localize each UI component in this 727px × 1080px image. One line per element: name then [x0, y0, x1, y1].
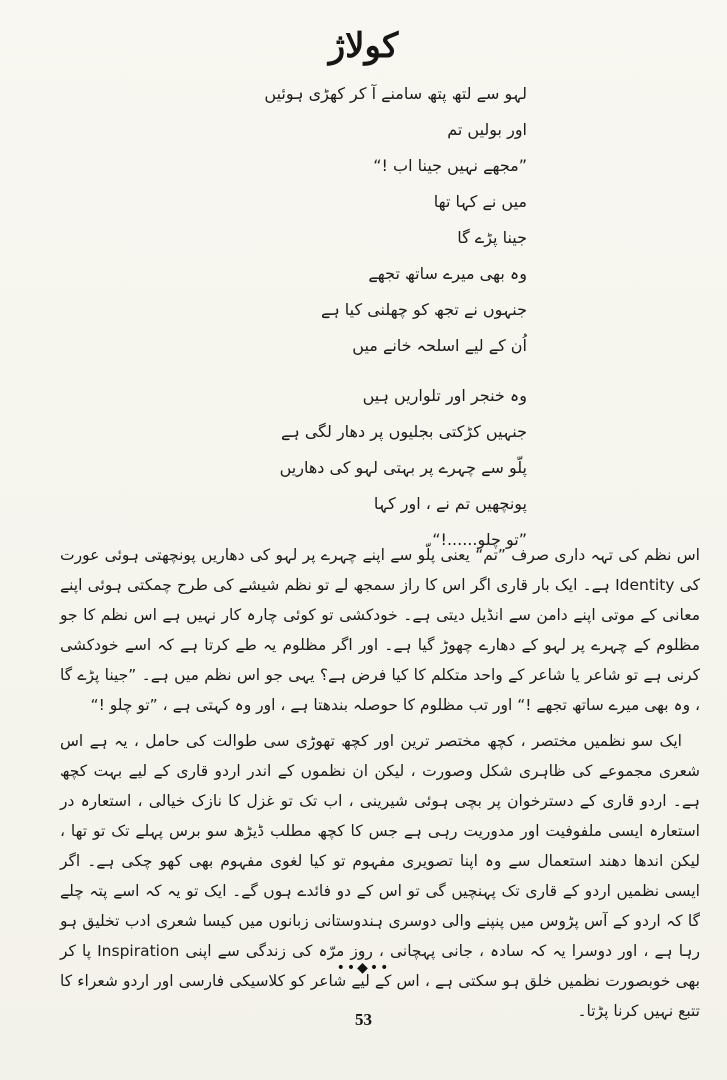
poem-line: اُن کے لیے اسلحہ خانے میں: [352, 336, 527, 355]
prose-paragraph: اس نظم کی تہہ داری صرف ”تم“ یعنی پلّو سے اپنے چہرے پر لہو کی دھاریں پونچھتی ہوئی عورت کی Identity ہے۔ ایک بار قاری اگر اس کا راز سمجھ لے تو نظم شیشے کی طرح چمکتی ہوئی اپنے معانی کے موتی اپنے دامن سے انڈیل دیتی ہے۔ خودکشی تو کوئی چارہ کار نہیں ہے اس نظم کا جو مظلوم کے چہرے پر لہو کے دھارے چھوڑ گیا ہے۔ اور اگر مظلوم یہ طے کرتا ہے کہ اسے خودکشی کرنی ہے تو شاعر یا شاعر کے واحد متکلم کا کیا فرض ہے؟ یہی جو اس نظم میں ہے۔ ”جینا پڑے گا ، وہ بھی میرے ساتھ تجھے !“ اور تب مظلوم کا حوصلہ بندھتا ہے ، اور وہ کہتی ہے ، ”تو چلو !“: [60, 546, 700, 714]
prose-paragraph: ایک سو نظمیں مختصر ، کچھ مختصر ترین اور کچھ تھوڑی سی طوالت کی حامل ، یہ ہے اس شعری مجموعے کی ظاہری شکل وصورت ، لیکن ان نظموں کے اندر اردو قاری کے لیے بہت کچھ ہے۔ اردو قاری کے دسترخوان پر بچی ہوئی شیرینی ، اب تک تو غزل کا نازک خیالی ، استعارہ در استعارہ ایسی ملفوفیت اور مدوریت رہی ہے جس کا کچھ مطلب ڈیڑھ سو برس پہلے تک تو تھا ، لیکن اندھا دھند استعمال سے وہ اپنا تصویری مفہوم تو کیا لغوی مفہوم بھی کھو چکی ہے۔ اگر ایسی نظمیں اردو کے قاری تک پہنچیں گی تو اس کے دو فائدے ہوں گے۔ ایک تو یہ کہ اسے پتہ چلے گا کہ اردو کے آس پڑوس میں پنپنے والی دوسری ہندوستانی زبانوں میں کیسا شعری ادب تخلیق ہو رہا ہے ، اور دوسرا یہ کہ سادہ ، جانی پہچانی ، روز مرّہ کی زندگی سے اپنی Inspiration پا کر بھی خوبصورت نظمیں خلق ہو سکتی ہے ، اس کے لیے شاعر کو کلاسیکی فارسی اور اردو شعراء کا تتبع نہیں کرنا پڑتا۔: [60, 732, 700, 1020]
poem-block: [207, 76, 527, 558]
poem-line: جنہیں کڑکتی بجلیوں پر دھار لگی ہے: [280, 422, 527, 441]
poem-line: وہ خنجر اور تلواریں ہیں: [362, 386, 527, 405]
poem-line: لہو سے لتھ پتھ سامنے آ کر کھڑی ہوئیں: [264, 84, 527, 103]
stanza-gap: [207, 364, 527, 378]
poem-line: اور بولیں تم: [447, 120, 527, 139]
section-separator-ornament: ••◆••: [336, 960, 391, 976]
poem-line: جینا پڑے گا: [457, 228, 527, 247]
poem-line: وہ بھی میرے ساتھ تجھے: [368, 264, 527, 283]
poem-line: پونچھیں تم نے ، اور کہا: [373, 494, 527, 513]
page-number: 53: [355, 1010, 372, 1029]
poem-line: ”تو چلو......!“: [432, 530, 527, 549]
page-header-title: کولاژ: [328, 26, 399, 66]
poem-line: پلّو سے چہرے پر بہتی لہو کی دھاریں: [279, 458, 527, 477]
poem-line: جنہوں نے تجھ کو چھلنی کیا ہے: [320, 300, 527, 319]
prose-block: [60, 540, 700, 1032]
poem-line: ”مجھے نہیں جینا اب !“: [373, 156, 527, 175]
poem-line: میں نے کہا تھا: [433, 192, 527, 211]
